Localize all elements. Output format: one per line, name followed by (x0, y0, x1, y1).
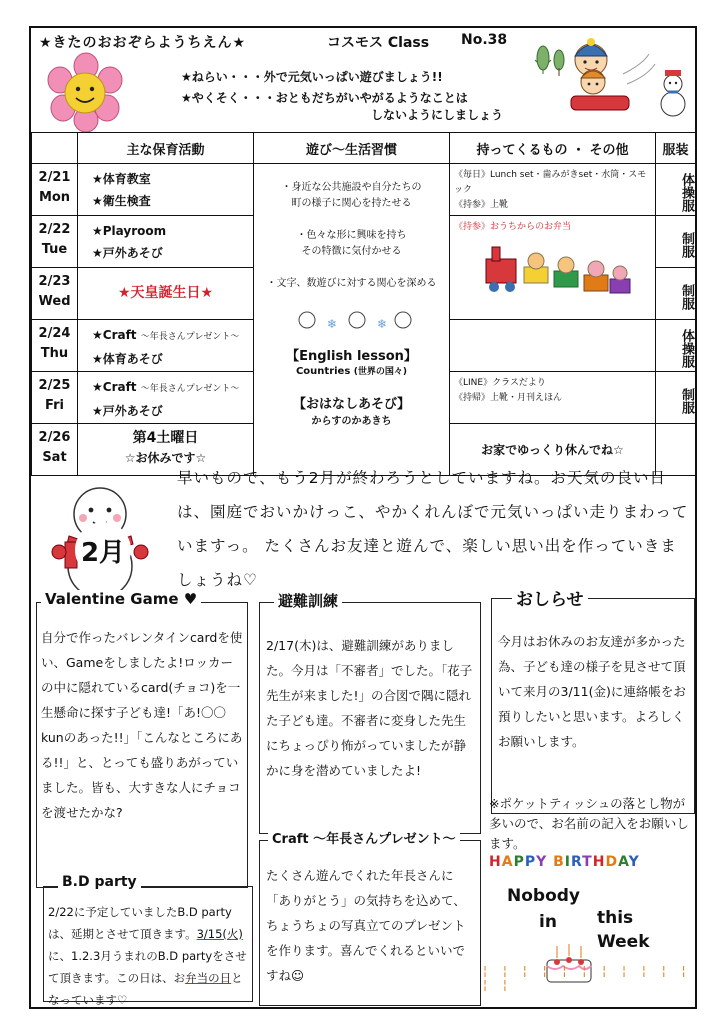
dress-cell: 制服 (656, 216, 696, 268)
weekly-schedule-table (31, 132, 696, 476)
play-goal-2a: ・色々な形に興味を持ち (296, 230, 407, 241)
date-text: 2/21 (38, 170, 71, 185)
play-goal-2b: その特徴に気付かせる (301, 246, 402, 257)
story-play-title: 【おはなしあそび】 (292, 397, 410, 412)
table-row (32, 164, 696, 216)
date-cell (32, 372, 78, 424)
svg-text:❄: ❄ (376, 317, 387, 331)
promise-line-1: ★やくそく・・・おともだちがいやがるようなことは (181, 91, 468, 105)
notice-title: おしらせ (512, 585, 588, 610)
in-word: in (539, 912, 557, 932)
bring-return: 《持帰》上靴・月刊えほん (454, 393, 563, 403)
craft-body: たくさん遊んでくれた年長さんに「ありがとう」の気持ちを込めて、ちょうちょの写真立てのプレゼントを作ります。喜んでくれるといいですね☺ (266, 868, 466, 983)
date-text: 2/22 (38, 222, 71, 237)
tissue-note: ※ポケットティッシュの落とし物が多いので、お名前の記入をお願いします。 (489, 796, 689, 851)
valentine-title (41, 590, 201, 608)
header-bring: 持ってくるもの ・ その他 (450, 133, 656, 164)
day-text: Sat (42, 450, 67, 465)
activity-2: ★戸外あそび (92, 404, 163, 418)
banner-letter: H (592, 854, 606, 870)
date-cell (32, 320, 78, 372)
banner-letter: A (618, 854, 629, 870)
activity-cell (78, 320, 254, 372)
header-dress: 服装 (656, 133, 696, 164)
date-cell (32, 216, 78, 268)
bd-text-3: となっています♡ (48, 971, 243, 1007)
aim-text: ★ねらい・・・外で元気いっぱい遊びましょう!! (181, 70, 443, 84)
notice-body: 今月はお休みのお友達が多かった為、子ども達の様子を見させて頂いて来月の3/11(金)に連絡帳をお預りしたいと思います。よろしくお願いします。 (498, 634, 686, 749)
bring-lunch: 《持参》おうちからのお弁当 (454, 222, 572, 232)
header-play: 遊び～生活習慣 (254, 133, 450, 164)
sledding-illustration (531, 34, 691, 130)
heart-icon: ♥ (183, 590, 198, 608)
bd-text-1: 2/22に予定していましたB.D partyは、延期とさせて頂きます。 (48, 905, 232, 941)
candle-decoration: ¦ ¦ ¦ ¦ ¦ ¦ ¦ ¦ ¦ ¦ ¦ ¦ ¦ (483, 964, 692, 992)
activity-1: ★Craft (92, 380, 137, 394)
activity-cell (78, 216, 254, 268)
bring-line-letter: 《LINE》クラスだより (454, 378, 546, 388)
date-cell (32, 164, 78, 216)
valentine-title-text: Valentine Game (45, 590, 179, 608)
this-word: this (597, 908, 634, 928)
bd-title: B.D party (58, 874, 141, 890)
english-lesson-sub: (世界の国々) (353, 367, 408, 377)
banner-letter: T (582, 854, 593, 870)
week-word: Week (597, 932, 650, 952)
english-lesson-topic: Countries (295, 366, 351, 377)
issue-number: No.38 (461, 32, 508, 48)
date-text: 2/24 (38, 326, 71, 341)
english-lesson-title: 【English lesson】 (286, 349, 417, 364)
banner-letter: P (524, 854, 537, 870)
dress-cell: 体操服 (656, 320, 696, 372)
bring-cell (450, 216, 656, 320)
kids-doodle-illustration (277, 308, 427, 334)
activity-cell (78, 372, 254, 424)
play-cell (254, 164, 450, 476)
activity-1-sub: ～年長さんプレゼント～ (140, 384, 240, 394)
notice-box (491, 590, 695, 814)
activity-2: ★衛生検査 (92, 194, 151, 208)
banner-letter: Y (536, 854, 548, 870)
banner-letter: A (501, 854, 514, 870)
drill-body: 2/17(木)は、避難訓練がありました。今月は「不審者」でした。「花子先生が来ました!」の合図で隅に隠れた子ども達。不審者に変身した先生にちょっぴり怖がっていましたが静かに身を潜めていましたよ! (266, 638, 473, 778)
banner-letter: P (513, 854, 525, 870)
promise-line-2: しないようにしましょう (371, 108, 504, 122)
date-cell (32, 268, 78, 320)
banner-letter: Y (628, 854, 640, 870)
date-text: 2/25 (38, 378, 71, 393)
monthly-message: 早いもので、もう2月が終わろうとしていますね。お天気の良い日は、園庭でおいかけっこ、やかくれんぼで元気いっぱい走りまわっていますっ。 たくさんお友達と遊んで、楽しい思い出を作っていきましょうね♡ (177, 469, 689, 589)
bd-date: 3/15(火) (196, 927, 243, 941)
banner-letter: H (489, 854, 502, 870)
craft-box (259, 832, 481, 1006)
day-text: Wed (38, 294, 71, 309)
bring-shoes: 《持参》上靴 (454, 200, 509, 210)
bd-text-2: に、1.2.3月うまれのB.D partyをさせて頂きます。この日は、お (48, 949, 247, 985)
animal-train-illustration (482, 239, 632, 305)
activity-2: ★戸外あそび (92, 246, 163, 260)
svg-text:❄: ❄ (326, 317, 337, 331)
header-date (32, 133, 78, 164)
class-name: コスモス Class (327, 35, 430, 51)
day-text: Fri (45, 398, 64, 413)
dress-cell: 制服 (656, 372, 696, 424)
month-badge: 2月 (75, 522, 131, 578)
nobody-word: Nobody (507, 886, 581, 906)
play-goal-3: ・文字、数遊びに対する関心を深める (266, 278, 437, 289)
flower-sun-illustration (45, 52, 127, 132)
activity-1: ★体育教室 (92, 172, 151, 186)
header-activities: 主な保育活動 (78, 133, 254, 164)
activity-1-sub: ～年長さんプレゼント～ (140, 332, 240, 342)
rest-cell: お家でゆっくり休んでね☆ (450, 424, 656, 476)
valentine-box (36, 590, 248, 888)
bd-body (44, 887, 252, 1011)
play-goal-1b: 町の様子に関心を持たせる (291, 198, 412, 209)
banner-letter: D (605, 854, 619, 870)
table-header-row (32, 133, 696, 164)
play-goal-1a: ・身近な公共施設や自分たちの (281, 182, 422, 193)
activity-2: ☆お休みです☆ (124, 451, 207, 465)
bd-lunch-day: 弁当の日 (185, 971, 232, 985)
birthday-party-box (43, 874, 253, 1007)
craft-title: Craft ～年長さんプレゼント～ (268, 828, 460, 847)
activity-cell (78, 164, 254, 216)
banner-letter: I (564, 854, 571, 870)
activity-1: ★Playroom (92, 224, 167, 238)
drill-title: 避難訓練 (274, 590, 342, 611)
bring-cell (450, 320, 656, 372)
nursery-name: ★きたのおおぞらようちえん★ (39, 35, 247, 51)
day-text: Tue (41, 242, 68, 257)
day-text: Thu (40, 346, 69, 361)
newsletter-page (29, 26, 697, 1009)
dress-cell: 体操服 (656, 164, 696, 216)
happy-birthday-banner (489, 854, 640, 870)
day-text: Mon (38, 190, 71, 205)
dress-cell: 制服 (656, 268, 696, 320)
bring-cell (450, 372, 656, 424)
date-text: 2/23 (38, 274, 71, 289)
date-text: 2/26 (38, 430, 71, 445)
activity-2: ★体育あそび (92, 352, 163, 366)
promise-text (181, 90, 503, 124)
evacuation-drill-box (259, 592, 481, 834)
activity-1: ★Craft (92, 328, 137, 342)
activity-1: 第4土曜日 (132, 430, 199, 446)
banner-letter: B (553, 854, 565, 870)
valentine-body: 自分で作ったバレンタインcardを使い、Gameをしましたよ!ロッカーの中に隠れているcard(チョコ)を一生懸命に探す子ども達!「あ!〇〇kunのあった!!」「こんなところにある!!」と、とっても盛りあがっていました。皆も、大すきな人にチョコを渡せたかな? (41, 630, 243, 820)
story-play-topic: からすのかあきち (311, 416, 392, 427)
holiday-cell: ★天皇誕生日★ (78, 268, 254, 320)
bring-daily: 《毎日》Lunch set・歯みがきset・水筒・スモック (454, 170, 647, 195)
bring-cell (450, 164, 656, 216)
date-cell (32, 424, 78, 476)
banner-letter: R (571, 854, 583, 870)
